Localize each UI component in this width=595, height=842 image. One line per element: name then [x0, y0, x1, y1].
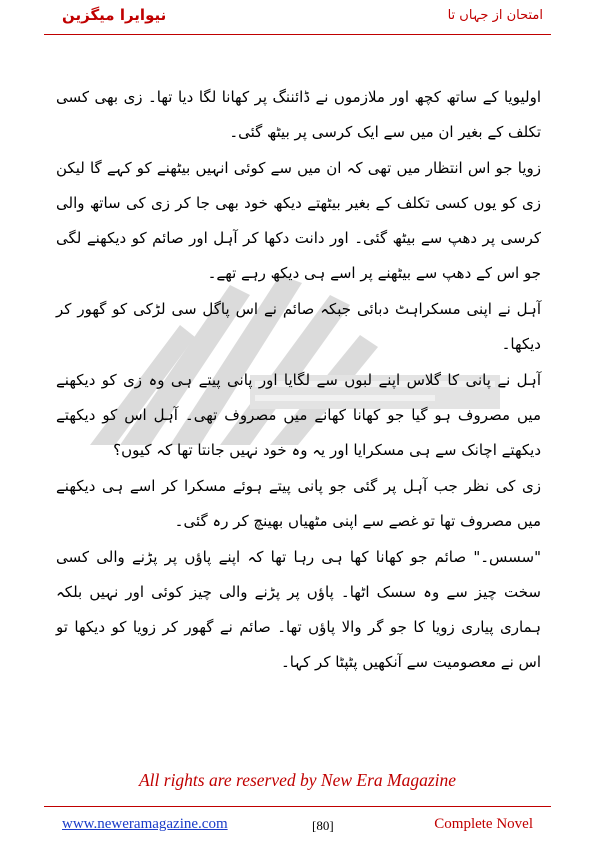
- rights-notice: All rights are reserved by New Era Magazine: [138, 770, 457, 790]
- paragraph: آہل نے پانی کا گلاس اپنے لبوں سے لگایا اور پانی پیتے ہی وہ زی کو دیکھنے میں مصروف ہو گیا جو کھانا کھانے میں مصروف تھی۔ آہل اس کو دیکھتے دیکھتے اچانک سے ہی مسکرایا اور یہ وہ خود نہیں جانتا تھا کہ کیوں؟: [56, 371, 541, 459]
- paragraph: زویا جو اس انتظار میں تھی کہ ان میں سے کوئی انہیں بیٹھنے کو کہے گا لیکن زی کو یوں کسی تکلف کے بغیر بیٹھتے دیکھ خود بھی جا کر زی کی ساتھ والی کرسی پر دھپ سے بیٹھ گئی۔ اور دانت دکھا کر آہل اور صائم کو دیکھنے لگی جو اس کے دھپ سے بیٹھنے پر اسے ہی دیکھ رہے تھے۔: [56, 159, 541, 282]
- page-number: [80]: [312, 818, 334, 833]
- footer-divider: [44, 806, 551, 807]
- website-link[interactable]: www.neweramagazine.com: [62, 816, 228, 832]
- page-header: [0, 0, 595, 40]
- paragraph: اولیویا کے ساتھ کچھ اور ملازموں نے ڈائننگ پر کھانا لگا دیا تھا۔ زی بھی کسی تکلف کے بغیر ان میں سے ایک کرسی پر بیٹھ گئی۔: [56, 88, 541, 141]
- complete-novel-label: Complete Novel: [434, 816, 533, 832]
- paragraph: "سسس۔" صائم جو کھانا کھا ہی رہا تھا کہ اپنے پاؤں پر پڑنے والی کسی سخت چیز سے وہ سسک اٹھا۔ پاؤں پر پڑنے والی چیز کوئی اور نہیں بلکہ ہماری پیاری زویا کا جو گر والا پاؤں تھا۔ صائم نے گھور کر زویا کو دیکھا تو اس نے معصومیت سے آنکھیں پٹپٹا کر کہا۔: [56, 548, 541, 671]
- novel-title: امتحان از جہاں تا: [447, 8, 543, 23]
- paragraph: آہل نے اپنی مسکراہٹ دبائی جبکہ صائم نے اس پاگل سی لڑکی کو گھور کر دیکھا۔: [56, 300, 541, 353]
- story-body: [56, 80, 541, 681]
- header-divider: [44, 34, 551, 35]
- paragraph: زی کی نظر جب آہل پر گئی جو پانی پیتے ہوئے مسکرا کر اسے ہی دیکھنے میں مصروف تھا تو غصے سے اپنی مٹھیاں بھینچ کر رہ گئی۔: [56, 477, 541, 530]
- brand-title: نیوایرا میگزین: [62, 6, 167, 24]
